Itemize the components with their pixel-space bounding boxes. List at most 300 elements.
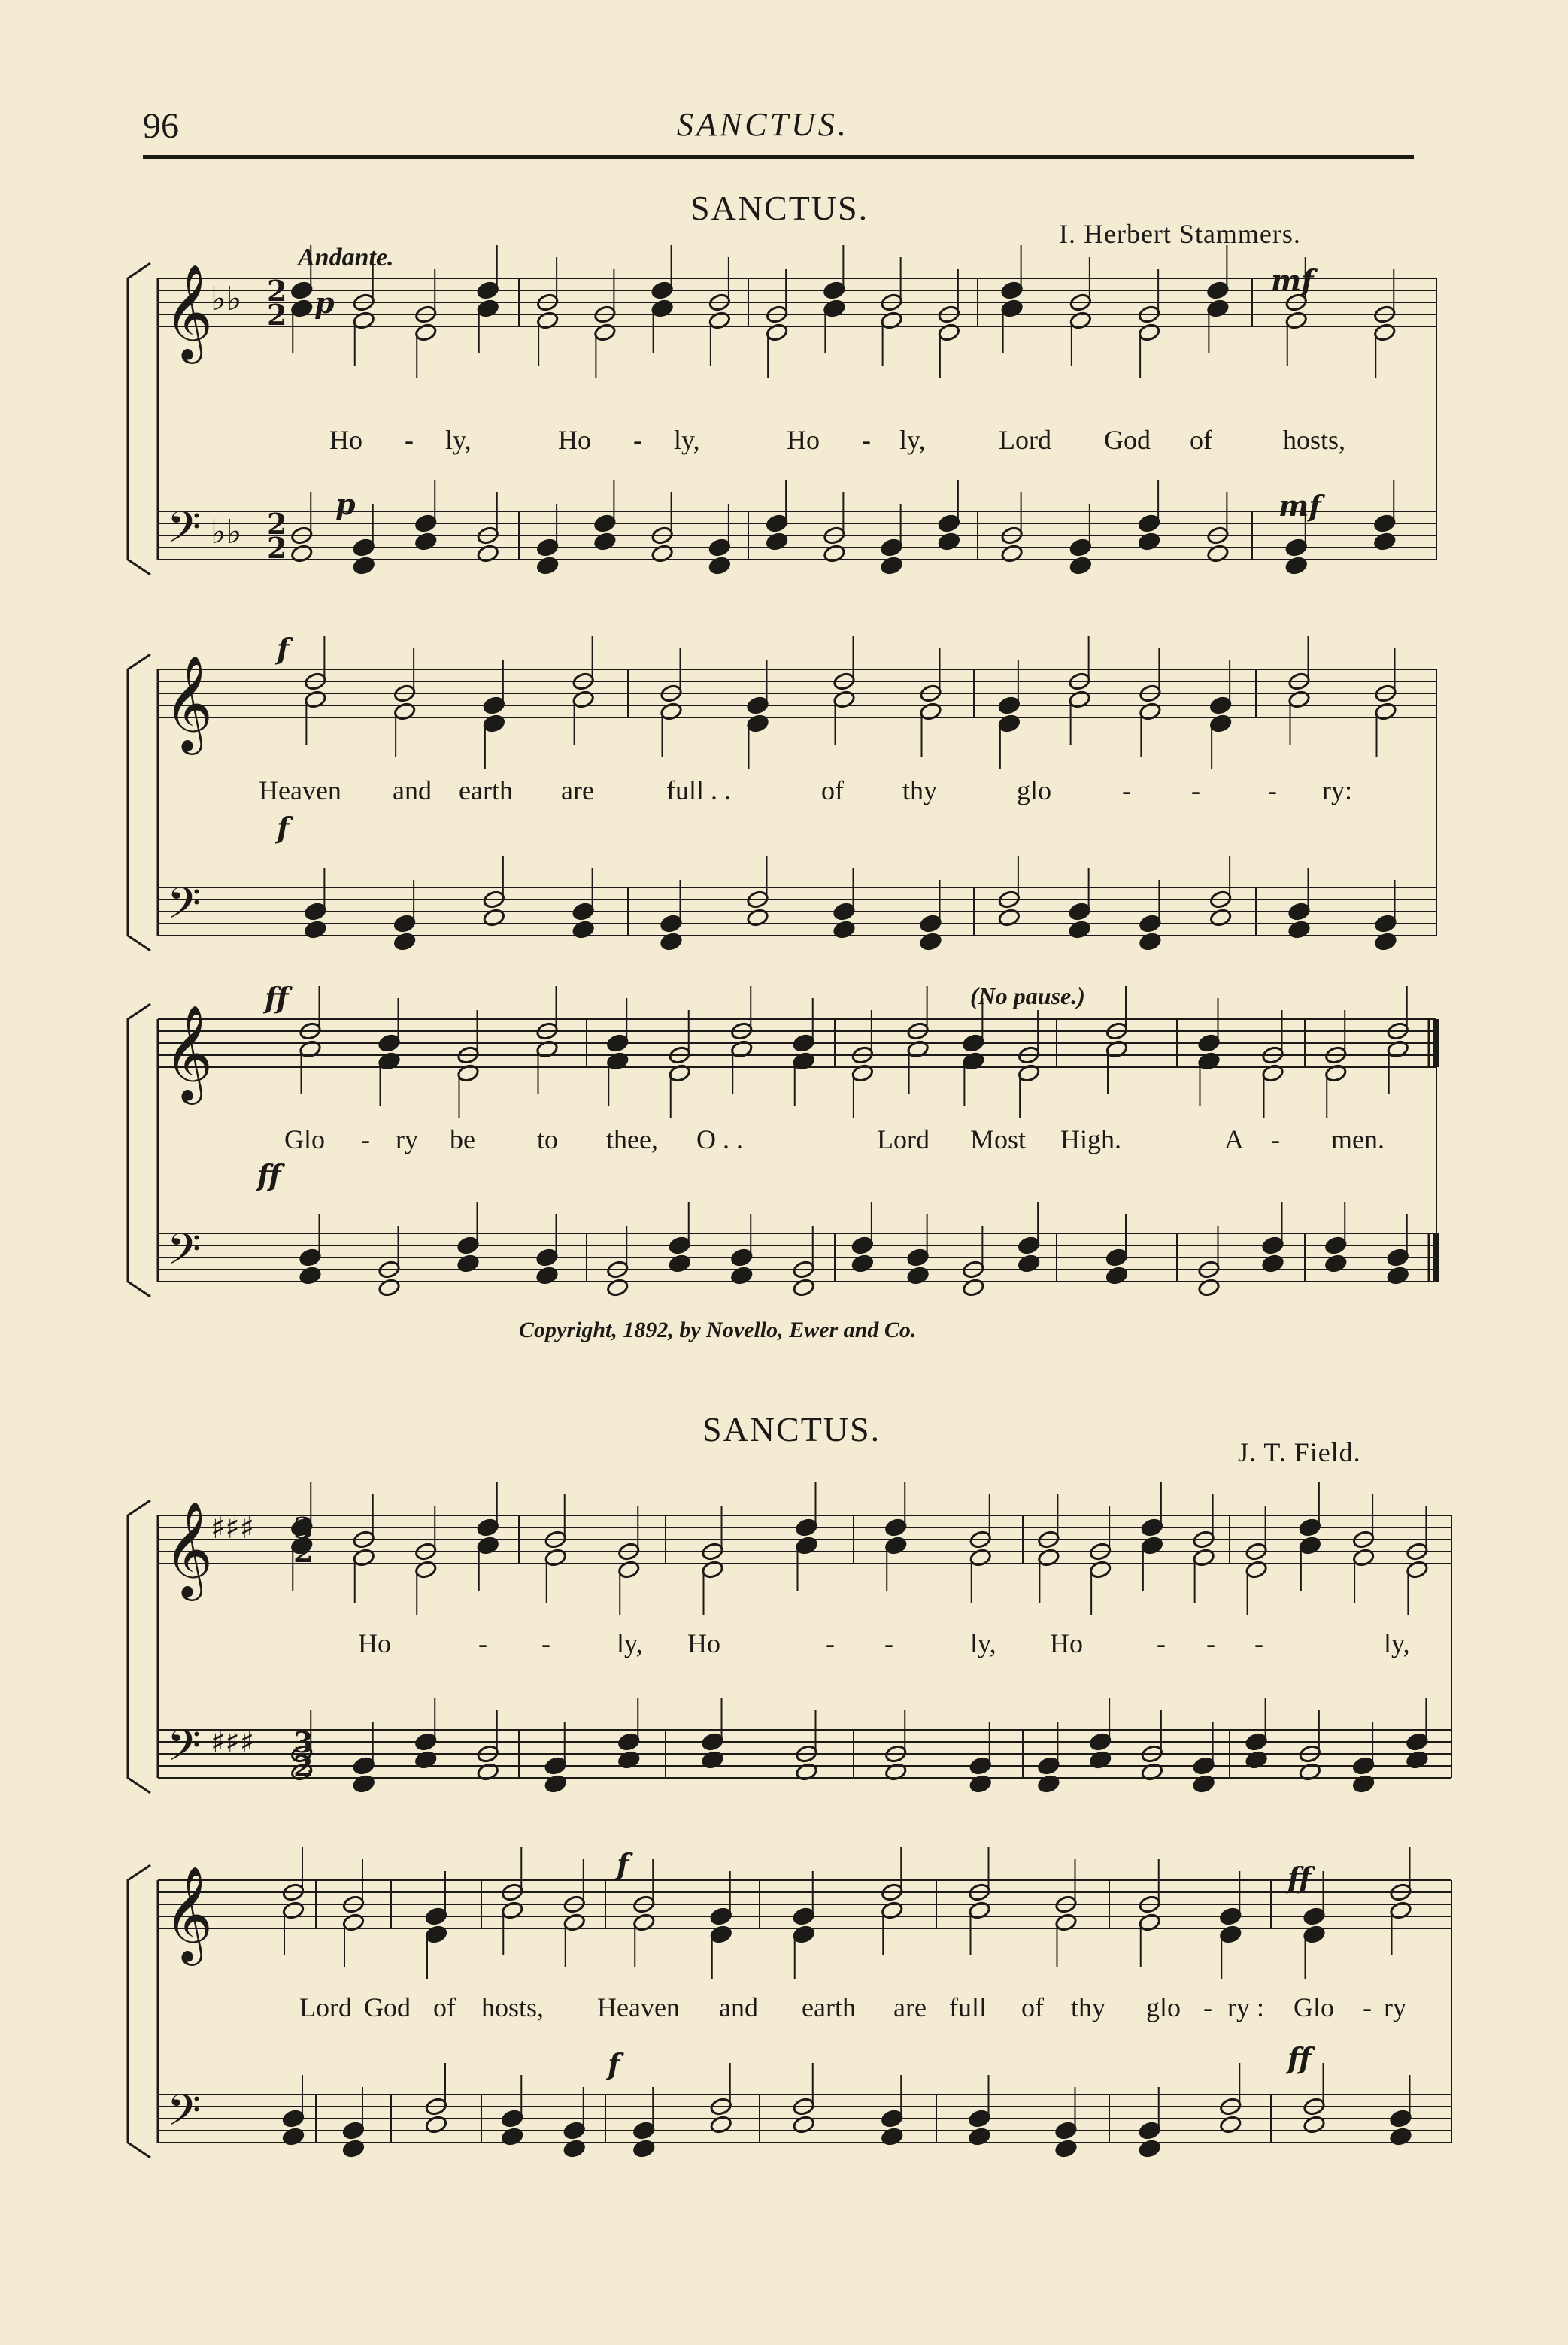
lyric-syllable: -: [633, 425, 642, 455]
piece1-composer: I. Herbert Stammers.: [1059, 219, 1301, 249]
half-note-head: [651, 544, 674, 563]
quarter-note-head: [746, 714, 769, 733]
lyric-syllable: and: [393, 775, 432, 805]
dynamic-ff-bass: ff: [257, 1158, 281, 1192]
half-note-head: [833, 690, 856, 709]
quarter-note-head: [792, 1925, 815, 1944]
quarter-note-head: [792, 1051, 815, 1071]
lyric-syllable: Lord: [877, 1124, 930, 1154]
lyric-syllable: -: [1271, 1124, 1280, 1154]
half-note-head: [1105, 1039, 1129, 1059]
quarter-note-head: [668, 1254, 691, 1273]
half-note-head: [352, 1548, 375, 1567]
quarter-note-head: [795, 1536, 818, 1555]
quarter-note-head: [483, 714, 506, 733]
half-note-head: [1324, 1063, 1348, 1083]
quarter-note-head: [1373, 532, 1397, 551]
quarter-note-head: [352, 556, 375, 575]
time-signature: 3: [293, 1725, 314, 1759]
half-note-head: [617, 1560, 641, 1579]
lyric-syllable: -: [1268, 775, 1277, 805]
lyric-syllable: hosts,: [1283, 425, 1346, 455]
quarter-note-head: [476, 1536, 499, 1555]
quarter-note-head: [1018, 1236, 1041, 1255]
half-note-head: [1018, 1063, 1041, 1083]
quarter-note-head: [1284, 538, 1308, 557]
piece2-composer: J. T. Field.: [1238, 1437, 1361, 1467]
quarter-note-head: [393, 914, 417, 933]
piece1-title: SANCTUS.: [690, 189, 869, 227]
quarter-note-head: [572, 920, 595, 939]
half-note-head: [968, 1901, 991, 1920]
lyric-syllable: earth: [802, 1992, 856, 2022]
lyric-syllable: Heaven: [597, 1992, 680, 2022]
quarter-note-head: [425, 1925, 448, 1944]
quarter-note-head: [456, 1236, 480, 1255]
key-signature-sharps: ♯♯♯: [211, 1725, 255, 1760]
bass-clef-icon: 𝄢: [167, 1720, 202, 1782]
lyric-syllable: Ho: [329, 425, 362, 455]
lyric-syllable: are: [893, 1992, 927, 2022]
quarter-note-head: [1261, 1236, 1284, 1255]
lyric-syllable: of: [821, 775, 844, 805]
half-note-head: [1138, 323, 1161, 342]
quarter-note-head: [1324, 1236, 1348, 1255]
quarter-note-head: [1000, 281, 1024, 300]
half-note-head: [884, 1762, 908, 1782]
quarter-note-head: [1197, 1051, 1221, 1071]
quarter-note-head: [393, 932, 417, 951]
lyric-syllable: ly,: [899, 425, 926, 455]
half-note-head: [880, 311, 903, 330]
system-brace-icon: [128, 1004, 150, 1297]
quarter-note-head: [919, 932, 942, 951]
quarter-note-head: [730, 1266, 754, 1285]
half-note-head: [342, 1913, 365, 1932]
quarter-note-head: [414, 514, 438, 533]
dynamic-ff-bass: ff: [1287, 2041, 1312, 2075]
quarter-note-head: [414, 532, 438, 551]
quarter-note-head: [851, 1236, 875, 1255]
half-note-head: [746, 908, 769, 927]
quarter-note-head: [1192, 1756, 1215, 1776]
treble-clef-icon: 𝄞: [164, 1500, 214, 1597]
quarter-note-head: [938, 514, 961, 533]
lyric-syllable: -: [361, 1124, 370, 1154]
lyric-syllable: full: [949, 1992, 987, 2022]
quarter-note-head: [792, 1033, 815, 1053]
quarter-note-head: [660, 932, 683, 951]
quarter-note-head: [668, 1236, 691, 1255]
quarter-note-head: [1054, 2139, 1078, 2158]
running-title: SANCTUS.: [677, 106, 849, 143]
quarter-note-head: [563, 2121, 586, 2140]
lyric-syllable: Glo: [284, 1124, 325, 1154]
lyric-syllable: -: [1191, 775, 1200, 805]
half-note-head: [1192, 1548, 1215, 1567]
quarter-note-head: [572, 902, 595, 921]
treble-clef-icon: 𝄞: [164, 263, 214, 359]
lyric-syllable: High.: [1060, 1124, 1121, 1154]
quarter-note-head: [535, 1266, 559, 1285]
quarter-note-head: [1352, 1756, 1375, 1776]
lyric-syllable: -: [862, 425, 871, 455]
half-note-head: [701, 1560, 724, 1579]
quarter-note-head: [998, 696, 1021, 715]
half-note-head: [1352, 1548, 1375, 1567]
treble-clef-icon: 𝄞: [164, 1004, 214, 1100]
quarter-note-head: [1287, 920, 1311, 939]
lyric-syllable: -: [1157, 1628, 1166, 1658]
half-note-head: [823, 544, 846, 563]
half-note-head: [668, 1063, 691, 1083]
half-note-head: [1373, 323, 1397, 342]
quarter-note-head: [880, 556, 903, 575]
lyric-syllable: and: [719, 1992, 758, 2022]
quarter-note-head: [378, 1051, 401, 1071]
quarter-note-head: [1219, 1925, 1242, 1944]
lyric-syllable: earth: [459, 775, 513, 805]
lyric-syllable: of: [1021, 1992, 1044, 2022]
quarter-note-head: [823, 299, 846, 318]
lyric-syllable: thy: [902, 775, 938, 805]
half-note-head: [766, 323, 789, 342]
quarter-note-head: [632, 2121, 656, 2140]
quarter-note-head: [1373, 514, 1397, 533]
lyric-syllable: Ho: [358, 1628, 391, 1658]
half-note-head: [476, 1762, 499, 1782]
half-note-head: [1069, 311, 1093, 330]
quarter-note-head: [414, 1750, 438, 1770]
dynamic-p-bass: p: [335, 487, 356, 521]
lyric-syllable: men.: [1331, 1124, 1385, 1154]
quarter-note-head: [1406, 1732, 1429, 1752]
quarter-note-head: [1374, 932, 1397, 951]
quarter-note-head: [1209, 714, 1233, 733]
dynamic-f-bass: f: [608, 2047, 620, 2081]
lyric-syllable: ly,: [970, 1628, 996, 1658]
quarter-note-head: [304, 902, 327, 921]
dynamic-mf: mf: [1271, 263, 1314, 297]
quarter-note-head: [501, 2109, 524, 2128]
quarter-note-head: [906, 1248, 930, 1267]
half-note-head: [1284, 311, 1308, 330]
lyric-syllable: full . .: [666, 775, 731, 805]
half-note-head: [792, 1278, 815, 1297]
treble-clef-icon: 𝄞: [164, 1865, 214, 1961]
time-signature: 2: [267, 298, 287, 332]
half-note-head: [414, 1560, 438, 1579]
quarter-note-head: [660, 914, 683, 933]
half-note-head: [1245, 1560, 1268, 1579]
lyric-syllable: glo: [1146, 1992, 1181, 2022]
quarter-note-head: [701, 1732, 724, 1752]
quarter-note-head: [1000, 299, 1024, 318]
half-note-head: [730, 1039, 754, 1059]
lyric-syllable: -: [405, 425, 414, 455]
time-signature: 2: [267, 531, 287, 565]
quarter-note-head: [1389, 2127, 1412, 2146]
bass-clef-icon: 𝄢: [167, 878, 202, 939]
quarter-note-head: [1037, 1774, 1060, 1794]
quarter-note-head: [544, 1756, 567, 1776]
lyric-syllable: Most: [970, 1124, 1027, 1154]
quarter-note-head: [1284, 556, 1308, 575]
half-note-head: [563, 1913, 586, 1932]
bass-clef-icon: 𝄢: [167, 2085, 202, 2146]
lyric-syllable: Heaven: [259, 775, 341, 805]
quarter-note-head: [766, 532, 789, 551]
lyric-syllable: Ho: [787, 425, 820, 455]
quarter-note-head: [1209, 696, 1233, 715]
quarter-note-head: [617, 1732, 641, 1752]
lyric-syllable: ly,: [445, 425, 472, 455]
quarter-note-head: [1138, 2121, 1161, 2140]
quarter-note-head: [709, 1925, 732, 1944]
quarter-note-head: [378, 1033, 401, 1053]
copyright-notice: Copyright, 1892, by Novello, Ewer and Co.: [519, 1318, 917, 1342]
time-signature: 2: [267, 507, 287, 541]
quarter-note-head: [414, 1732, 438, 1752]
quarter-note-head: [1141, 1518, 1164, 1537]
quarter-note-head: [881, 2109, 904, 2128]
quarter-note-head: [962, 1033, 985, 1053]
half-note-head: [456, 1063, 480, 1083]
quarter-note-head: [1386, 1266, 1409, 1285]
quarter-note-head: [1206, 299, 1230, 318]
lyric-syllable: ly,: [674, 425, 700, 455]
lyric-syllable: are: [561, 775, 594, 805]
quarter-note-head: [651, 281, 674, 300]
quarter-note-head: [1389, 2109, 1412, 2128]
lyric-syllable: ly,: [1384, 1628, 1410, 1658]
half-note-head: [1261, 1063, 1284, 1083]
half-note-head: [501, 1901, 524, 1920]
half-note-head: [795, 1762, 818, 1782]
half-note-head: [1037, 1548, 1060, 1567]
half-note-head: [906, 1039, 930, 1059]
lyric-syllable: Lord: [999, 425, 1051, 455]
lyric-syllable: -: [884, 1628, 893, 1658]
time-signature: 2: [267, 274, 287, 308]
dynamic-f: f: [617, 1847, 629, 1881]
quarter-note-head: [998, 714, 1021, 733]
half-note-head: [536, 311, 560, 330]
half-note-head: [969, 1548, 992, 1567]
quarter-note-head: [1069, 538, 1093, 557]
quarter-note-head: [290, 299, 314, 318]
lyric-syllable: glo: [1017, 775, 1052, 805]
quarter-note-head: [1374, 914, 1397, 933]
quarter-note-head: [1139, 914, 1162, 933]
quarter-note-head: [299, 1266, 322, 1285]
lyric-syllable: ry: [396, 1124, 418, 1154]
quarter-note-head: [1037, 1756, 1060, 1776]
half-note-head: [393, 702, 417, 721]
time-signature: 3: [293, 1511, 314, 1545]
lyric-syllable: O . .: [696, 1124, 743, 1154]
quarter-note-head: [708, 538, 732, 557]
quarter-note-head: [746, 696, 769, 715]
quarter-note-head: [708, 556, 732, 575]
half-note-head: [535, 1039, 559, 1059]
system-brace-icon: [128, 1865, 150, 2158]
half-note-head: [919, 702, 942, 721]
key-signature-flats: ♭♭: [211, 280, 242, 318]
half-note-head: [414, 323, 438, 342]
quarter-note-head: [476, 281, 499, 300]
quarter-note-head: [1139, 932, 1162, 951]
dynamic-ff: ff: [265, 981, 289, 1015]
half-note-head: [709, 2115, 732, 2134]
half-note-head: [544, 1548, 567, 1567]
quarter-note-head: [282, 2109, 305, 2128]
lyric-syllable: -: [541, 1628, 550, 1658]
quarter-note-head: [536, 556, 560, 575]
half-note-head: [1209, 908, 1233, 927]
time-signature: 2: [293, 1749, 314, 1783]
half-note-head: [299, 1039, 322, 1059]
key-signature-flats: ♭♭: [211, 513, 242, 551]
lyric-syllable: -: [1254, 1628, 1263, 1658]
half-note-head: [962, 1278, 985, 1297]
quarter-note-head: [593, 532, 617, 551]
quarter-note-head: [536, 538, 560, 557]
quarter-note-head: [880, 538, 903, 557]
quarter-note-head: [1299, 1518, 1322, 1537]
quarter-note-head: [962, 1051, 985, 1071]
half-note-head: [851, 1063, 875, 1083]
quarter-note-head: [1206, 281, 1230, 300]
lyric-syllable: God: [1104, 425, 1151, 455]
half-note-head: [1374, 702, 1397, 721]
quarter-note-head: [1197, 1033, 1221, 1053]
quarter-note-head: [632, 2139, 656, 2158]
lyric-syllable: ry: [1384, 1992, 1406, 2022]
quarter-note-head: [1089, 1750, 1112, 1770]
quarter-note-head: [617, 1750, 641, 1770]
quarter-note-head: [1219, 1907, 1242, 1926]
quarter-note-head: [968, 2109, 991, 2128]
lyric-syllable: ly,: [617, 1628, 643, 1658]
quarter-note-head: [969, 1774, 992, 1794]
quarter-note-head: [476, 1518, 499, 1537]
half-note-head: [1068, 690, 1091, 709]
quarter-note-head: [1089, 1732, 1112, 1752]
half-note-head: [476, 544, 499, 563]
half-note-head: [1089, 1560, 1112, 1579]
quarter-note-head: [919, 914, 942, 933]
half-note-head: [1000, 544, 1024, 563]
lyric-syllable: Glo: [1294, 1992, 1334, 2022]
quarter-note-head: [456, 1254, 480, 1273]
quarter-note-head: [342, 2139, 365, 2158]
half-note-head: [593, 323, 617, 342]
quarter-note-head: [1138, 532, 1161, 551]
quarter-note-head: [606, 1051, 629, 1071]
lyric-syllable: hosts,: [481, 1992, 544, 2022]
lyric-syllable: Ho: [1050, 1628, 1083, 1658]
dynamic-ff: ff: [1287, 1861, 1312, 1895]
lyric-syllable: -: [1122, 775, 1131, 805]
quarter-note-head: [1068, 920, 1091, 939]
half-note-head: [1139, 702, 1162, 721]
quarter-note-head: [1324, 1254, 1348, 1273]
quarter-note-head: [1105, 1248, 1129, 1267]
lyric-syllable: of: [1190, 425, 1212, 455]
quarter-note-head: [709, 1907, 732, 1926]
treble-clef-icon: 𝄞: [164, 654, 214, 751]
quarter-note-head: [884, 1518, 908, 1537]
half-note-head: [425, 2115, 448, 2134]
quarter-note-head: [501, 2127, 524, 2146]
lyric-syllable: A: [1224, 1124, 1244, 1154]
quarter-note-head: [606, 1033, 629, 1053]
system-brace-icon: [128, 263, 150, 575]
dynamic-p: p: [314, 286, 335, 320]
quarter-note-head: [1406, 1750, 1429, 1770]
lyric-syllable: of: [433, 1992, 456, 2022]
half-note-head: [483, 908, 506, 927]
lyric-syllable: God: [364, 1992, 411, 2022]
quarter-note-head: [833, 920, 856, 939]
quarter-note-head: [1245, 1732, 1268, 1752]
half-note-head: [632, 1913, 656, 1932]
lyric-syllable: -: [1363, 1992, 1372, 2022]
quarter-note-head: [906, 1266, 930, 1285]
piece2-title: SANCTUS.: [702, 1410, 881, 1449]
no-pause-note: (No pause.): [970, 982, 1085, 1009]
quarter-note-head: [563, 2139, 586, 2158]
quarter-note-head: [833, 902, 856, 921]
quarter-note-head: [535, 1248, 559, 1267]
bass-clef-icon: 𝄢: [167, 1224, 202, 1285]
quarter-note-head: [544, 1774, 567, 1794]
quarter-note-head: [1287, 902, 1311, 921]
quarter-note-head: [425, 1907, 448, 1926]
half-note-head: [938, 323, 961, 342]
half-note-head: [1299, 1762, 1322, 1782]
lyric-syllable: thee,: [606, 1124, 658, 1154]
quarter-note-head: [968, 2127, 991, 2146]
half-note-head: [1138, 1913, 1161, 1932]
quarter-note-head: [593, 514, 617, 533]
quarter-note-head: [766, 514, 789, 533]
bass-clef-icon: 𝄢: [167, 502, 202, 563]
quarter-note-head: [651, 299, 674, 318]
half-note-head: [290, 544, 314, 563]
quarter-note-head: [299, 1248, 322, 1267]
dynamic-f-bass: f: [277, 811, 290, 845]
quarter-note-head: [342, 2121, 365, 2140]
quarter-note-head: [304, 920, 327, 939]
lyric-syllable: -: [1203, 1992, 1212, 2022]
half-note-head: [1141, 1762, 1164, 1782]
lyric-syllable: Ho: [687, 1628, 720, 1658]
quarter-note-head: [823, 281, 846, 300]
quarter-note-head: [476, 299, 499, 318]
quarter-note-head: [1069, 556, 1093, 575]
lyric-syllable: to: [537, 1124, 559, 1154]
quarter-note-head: [1386, 1248, 1409, 1267]
quarter-note-head: [851, 1254, 875, 1273]
quarter-note-head: [352, 538, 375, 557]
half-note-head: [1389, 1901, 1412, 1920]
half-note-head: [282, 1901, 305, 1920]
quarter-note-head: [881, 2127, 904, 2146]
quarter-note-head: [884, 1536, 908, 1555]
half-note-head: [1197, 1278, 1221, 1297]
